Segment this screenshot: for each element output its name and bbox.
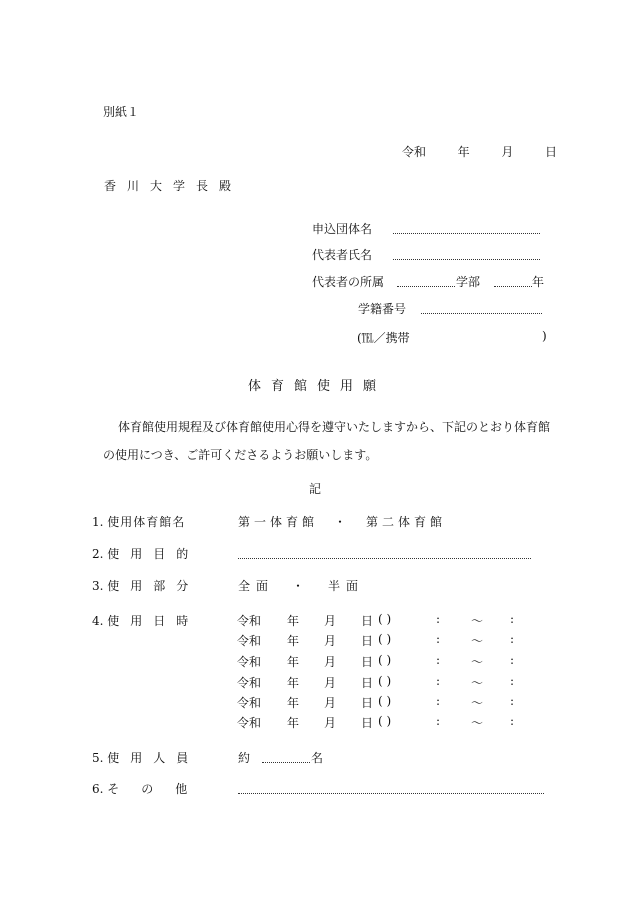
ki-label: 記 — [309, 482, 322, 496]
datetime-d: 日 — [361, 614, 374, 628]
phone-close: ) — [542, 329, 547, 343]
datetime-m: 月 — [324, 655, 337, 669]
datetime-era: 令和 — [237, 676, 262, 690]
datetime-y: 年 — [287, 696, 300, 710]
datetime-c1: : — [436, 694, 441, 708]
datetime-y: 年 — [287, 655, 300, 669]
people-suffix: 名 — [311, 751, 324, 765]
grade-field[interactable] — [494, 286, 532, 287]
student-no-label: 学籍番号 — [358, 302, 407, 316]
body-line-2: の使用につき、ご許可くださるようお願いします。 — [103, 448, 378, 462]
datetime-c1: : — [436, 632, 441, 646]
item-number: 6. — [92, 782, 104, 796]
date-month: 月 — [501, 145, 514, 159]
date-day: 日 — [545, 145, 558, 159]
faculty-suffix: 学部 — [456, 275, 481, 289]
item-people — [92, 749, 199, 766]
item-label: 使用目的 — [107, 547, 200, 561]
faculty-field[interactable] — [397, 286, 455, 287]
datetime-tilde: 〜 — [471, 676, 484, 690]
item-area — [92, 577, 199, 594]
item-number: 4. — [92, 614, 104, 628]
datetime-c2: : — [510, 653, 515, 667]
area-options[interactable]: 全面 ・ 半面 — [238, 579, 365, 593]
item-number: 1. — [92, 515, 104, 529]
item-number: 3. — [92, 579, 104, 593]
people-prefix: 約 — [238, 751, 251, 765]
item-number: 2. — [92, 547, 104, 561]
purpose-field[interactable] — [238, 558, 531, 559]
item-number: 5. — [92, 751, 104, 765]
datetime-paren: ( ) — [378, 632, 392, 646]
datetime-c2: : — [510, 714, 515, 728]
datetime-y: 年 — [287, 614, 300, 628]
datetime-paren: ( ) — [378, 674, 392, 688]
datetime-tilde: 〜 — [471, 696, 484, 710]
datetime-paren: ( ) — [378, 653, 392, 667]
date-line — [402, 143, 557, 160]
datetime-m: 月 — [324, 696, 337, 710]
student-no-field[interactable] — [421, 313, 542, 314]
datetime-m: 月 — [324, 716, 337, 730]
item-label: その他 — [107, 782, 210, 796]
datetime-tilde: 〜 — [471, 614, 484, 628]
datetime-row[interactable] — [237, 674, 537, 690]
datetime-era: 令和 — [237, 614, 262, 628]
datetime-paren: ( ) — [378, 612, 392, 626]
datetime-tilde: 〜 — [471, 655, 484, 669]
datetime-row[interactable] — [237, 653, 537, 669]
affiliation-label: 代表者の所属 — [312, 275, 385, 289]
datetime-y: 年 — [287, 676, 300, 690]
datetime-row[interactable] — [237, 694, 537, 710]
item-label: 使用部分 — [107, 579, 200, 593]
item-purpose — [92, 545, 199, 562]
document-title: 体育館使用願 — [248, 379, 387, 394]
item-other — [92, 780, 209, 797]
datetime-paren: ( ) — [378, 694, 392, 708]
datetime-c2: : — [510, 694, 515, 708]
datetime-d: 日 — [361, 716, 374, 730]
datetime-tilde: 〜 — [471, 716, 484, 730]
people-field[interactable] — [262, 762, 310, 763]
datetime-m: 月 — [324, 614, 337, 628]
datetime-y: 年 — [287, 716, 300, 730]
rep-name-field[interactable] — [393, 259, 540, 260]
datetime-row[interactable] — [237, 612, 537, 628]
datetime-m: 月 — [324, 676, 337, 690]
datetime-era: 令和 — [237, 634, 262, 648]
item-datetime — [92, 612, 199, 629]
datetime-y: 年 — [287, 634, 300, 648]
date-year: 年 — [457, 145, 470, 159]
date-era: 令和 — [402, 145, 427, 159]
group-name-field[interactable] — [393, 233, 540, 234]
datetime-c1: : — [436, 674, 441, 688]
attachment-label: 別紙１ — [103, 105, 140, 119]
datetime-c2: : — [510, 674, 515, 688]
datetime-c2: : — [510, 612, 515, 626]
datetime-d: 日 — [361, 655, 374, 669]
datetime-c1: : — [436, 653, 441, 667]
datetime-c1: : — [436, 714, 441, 728]
datetime-tilde: 〜 — [471, 634, 484, 648]
item-label: 使用体育館名 — [107, 515, 186, 529]
datetime-d: 日 — [361, 696, 374, 710]
gym-name-options[interactable]: 第一体育館 ・ 第二体育館 — [238, 515, 447, 529]
datetime-d: 日 — [361, 676, 374, 690]
datetime-c2: : — [510, 632, 515, 646]
rep-name-label: 代表者氏名 — [312, 248, 373, 262]
datetime-era: 令和 — [237, 716, 262, 730]
item-label: 使用人員 — [107, 751, 200, 765]
addressee: 香川大学長殿 — [104, 179, 243, 193]
datetime-d: 日 — [361, 634, 374, 648]
datetime-row[interactable] — [237, 632, 537, 648]
group-name-label: 申込団体名 — [312, 222, 373, 236]
body-line-1: 体育館使用規程及び体育館使用心得を遵守いたしますから、下記のとおり体育館 — [118, 420, 551, 434]
grade-suffix: 年 — [532, 275, 545, 289]
item-label: 使用日時 — [107, 614, 200, 628]
datetime-m: 月 — [324, 634, 337, 648]
phone-label: (℡／携帯 — [357, 331, 410, 345]
item-gym-name — [92, 513, 185, 530]
datetime-paren: ( ) — [378, 714, 392, 728]
datetime-era: 令和 — [237, 655, 262, 669]
other-field[interactable] — [238, 793, 544, 794]
datetime-c1: : — [436, 612, 441, 626]
datetime-era: 令和 — [237, 696, 262, 710]
datetime-row[interactable] — [237, 714, 537, 730]
